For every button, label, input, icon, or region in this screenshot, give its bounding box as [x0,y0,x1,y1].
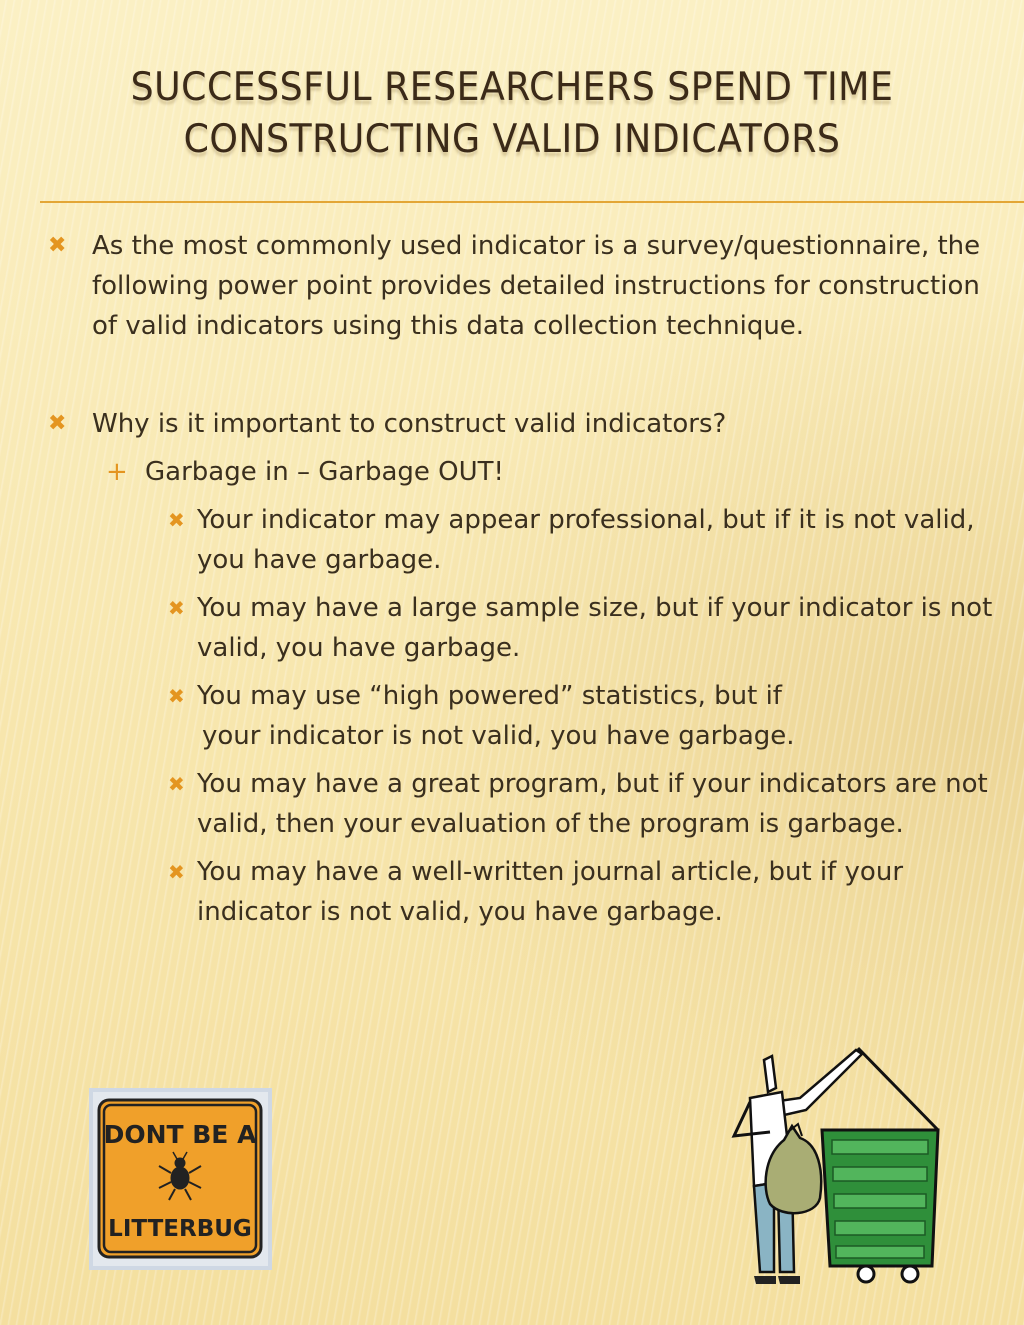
bullet-text: You may use “high powered” statistics, but if [197,681,782,711]
x-bullet-icon: ✖ [168,684,185,708]
bullet-level1 [0,404,1024,444]
x-bullet-icon: ✖ [168,508,185,532]
bullet-text: You may have a well-written journal article, but if your indicator is not valid, you have garbage. [197,857,904,927]
title-divider [40,201,1024,203]
bullet-text: Your indicator may appear professional, but if it is not valid, you have garbage. [197,505,975,575]
bullet-level3 [0,676,1024,756]
bullet-level3 [0,764,1024,844]
litterbug-sign-image [89,1088,272,1270]
bullet-level3 [0,588,1024,668]
slide-title-line-1: SUCCESSFUL RESEARCHERS SPEND TIME [130,65,894,110]
x-bullet-icon: ✖ [168,860,185,884]
sign-line-2: LITTERBUG [108,1216,252,1242]
trash-bin-icon [822,1130,938,1282]
x-bullet-icon: ✖ [48,233,67,258]
bullet-text: Garbage in – Garbage OUT! [145,457,504,487]
slide-content [0,226,1024,932]
x-bullet-icon: ✖ [168,596,185,620]
garbage-bin-illustration [720,1040,950,1290]
bullet-level3 [0,852,1024,932]
bullet-level1 [0,226,1024,346]
bullet-continuation: your indicator is not valid, you have garbage. [202,721,795,751]
bullet-text: As the most commonly used indicator is a survey/questionnaire, the following power point provides detailed instructions for construction of valid indicators using this data collection technique. [92,231,981,341]
bullet-text: Why is it important to construct valid indicators? [92,409,727,439]
x-bullet-icon: ✖ [48,411,67,436]
sign-line-1: DONT BE A [103,1120,257,1149]
bullet-level2 [0,452,1024,492]
plus-bullet-icon: + [106,457,128,487]
slide-title [73,62,951,166]
x-bullet-icon: ✖ [168,772,185,796]
bullet-level3 [0,500,1024,580]
bullet-text: You may have a large sample size, but if your indicator is not valid, you have garbage. [197,593,993,663]
bullet-text: You may have a great program, but if your indicators are not valid, then your evaluation of the program is garbage. [197,769,988,839]
slide-title-line-2: CONSTRUCTING VALID INDICATORS [183,117,841,162]
